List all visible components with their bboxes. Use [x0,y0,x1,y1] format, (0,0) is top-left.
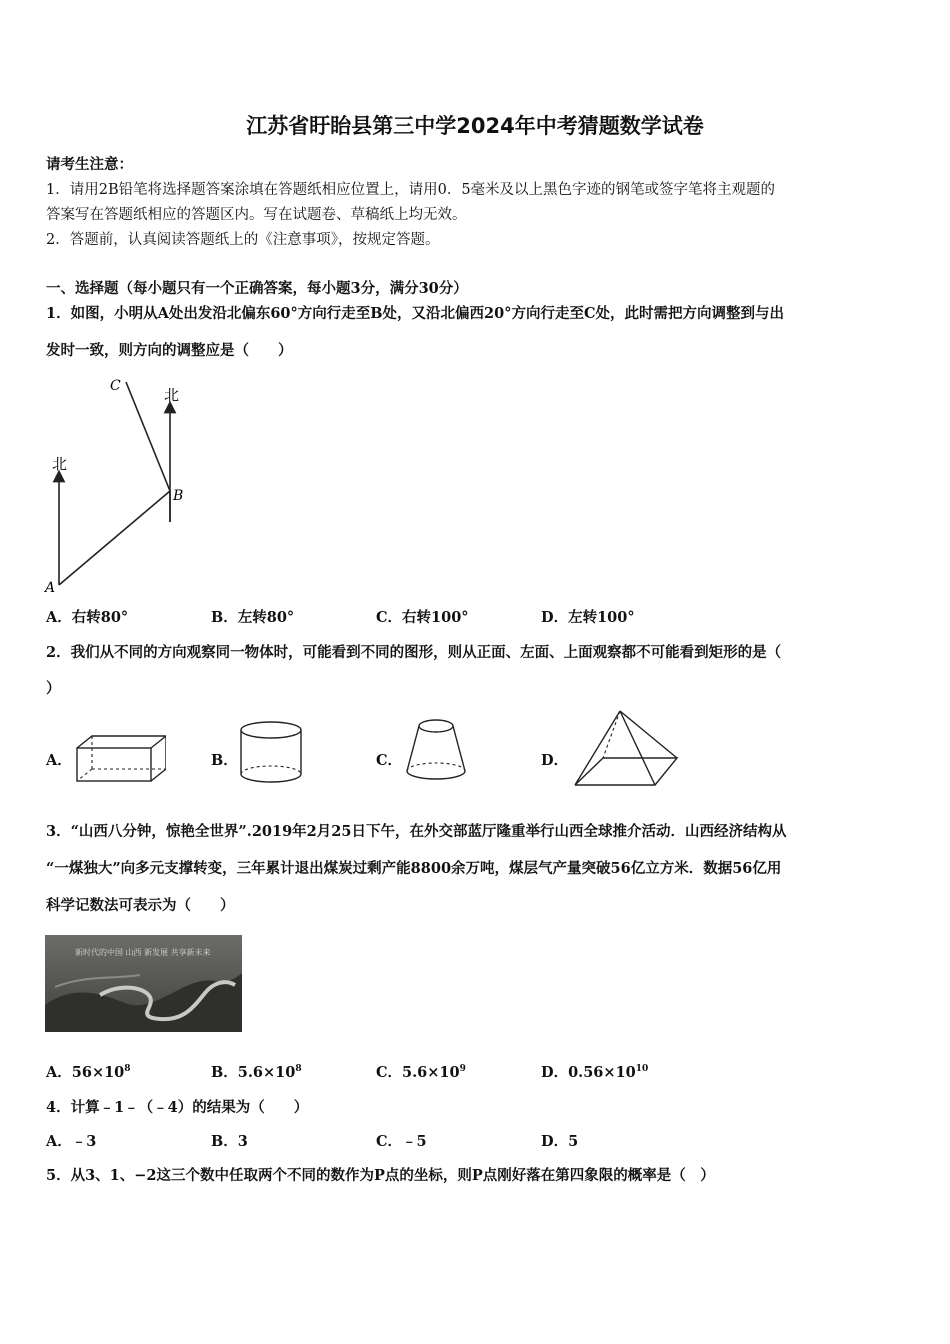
q2-text-line-1: 2．我们从不同的方向观察同一物体时，可能看到不同的图形，则从正面、左面、上面观察都不可能看到矩形的是（ [46,644,782,661]
q3-option-a: A．$56\times 10^8$ [46,1064,131,1081]
q3-text-line-2: “一煤独大”向多元支撑转变，三年累计退出煤炭过剩产能8800余万吨，煤层气产量突破56亿立方米．数据56亿用 [46,860,782,877]
point-a-label: A [45,580,56,595]
north-label-2: 北 [164,386,180,404]
q2-label-d: D． [541,752,569,769]
notice-line-3: 2．答题前，认真阅读答题纸上的《注意事项》，按规定答题。 [46,232,440,248]
segment-ab [59,491,170,585]
q1-direction-diagram [40,370,200,595]
river-landscape-graphic [45,935,242,1032]
q1-option-a: A．右转80° [46,609,129,626]
point-c-label: C [110,378,121,394]
q1-text-line-2: 发时一致，则方向的调整应是（ ） [46,342,293,359]
q4-option-b: B．3 [211,1133,248,1150]
q4-option-c: C．﹣5 [376,1133,427,1150]
q1-option-b: B．左转80° [211,609,295,626]
q4-text: 4．计算﹣1﹣（﹣4）的结果为（ ） [46,1099,309,1116]
q1-option-c: C．右转100° [376,609,469,626]
q3-text-line-1: 3．“山西八分钟，惊艳全世界”.2019年2月25日下午，在外交部蓝厅隆重举行山西全球推介活动．山西经济结构从 [46,823,787,840]
q1-text-line-1: 1．如图，小明从A处出发沿北偏东60°方向行走至B处，又沿北偏西20°方向行走至C处，此时需把方向调整到与出 [46,305,784,322]
notice-line-2: 答案写在答题纸相应的答题区内。写在试题卷、草稿纸上均无效。 [46,207,467,223]
q2-cuboid-figure [74,733,166,785]
q4-option-d: D．5 [541,1133,579,1150]
page-title: 江苏省盱眙县第三中学2024年中考猜题数学试卷 [246,114,704,138]
q3-option-b: B．$5.6\times 10^8$ [211,1064,302,1081]
q3-text-line-3: 科学记数法可表示为（ ） [46,897,235,914]
q3-option-c: C．$5.6\times 10^9$ [376,1064,466,1081]
q2-label-a: A． [46,752,72,769]
q2-label-c: C． [376,752,403,769]
q4-option-a: A．﹣3 [46,1133,97,1150]
q5-text: 5．从3、1、−2这三个数中任取两个不同的数作为P点的坐标，则P点刚好落在第四象限的概率是（ ） [46,1167,715,1184]
notice-line-1: 1．请用2B铅笔将选择题答案涂填在答题纸相应位置上，请用0．5毫米及以上黑色字迹的钢笔或签字笔将主观题的 [46,182,776,198]
point-b-label: B [173,488,184,504]
q1-option-d: D．左转100° [541,609,635,626]
section-heading: 一、选择题（每小题只有一个正确答案，每小题3分，满分30分） [46,280,468,297]
q2-text-line-2: ） [46,680,61,697]
shanxi-promotion-photo [45,935,242,1032]
north-label-1: 北 [52,455,68,473]
notice-heading: 请考生注意： [46,156,133,173]
q2-cylinder-figure [238,719,304,785]
q2-label-b: B． [211,752,238,769]
photo-caption: 新时代的中国 山西 新发展 共享新未来 [75,948,211,957]
q3-option-d: D．$0.56\times 10^{10}$ [541,1064,649,1081]
q2-frustum-figure [403,717,469,783]
q2-pyramid-figure [572,708,680,788]
